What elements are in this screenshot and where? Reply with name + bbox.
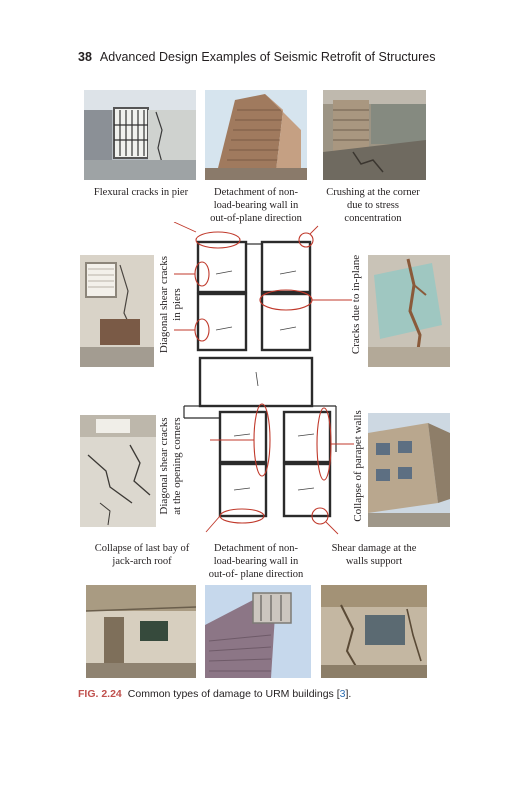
caption-line: Cracks due to in-plane — [350, 254, 362, 355]
caption-line: out-of-plane direction — [210, 213, 302, 224]
caption-line: Collapse of last bay of — [94, 543, 190, 554]
caption-line: Detachment of non- — [214, 543, 298, 554]
caption-line: load-bearing wall in — [213, 556, 299, 567]
caption-collapse-jack-arch — [82, 542, 202, 568]
caption-line: due to stress — [347, 200, 399, 211]
photo-collapse-parapet — [368, 413, 450, 527]
caption-line: Shear damage at the — [331, 543, 417, 554]
caption-line: jack-arch roof — [112, 556, 172, 567]
caption-line: at the opening corners — [170, 417, 183, 515]
photo-crushing-corner — [323, 90, 426, 180]
photo-flexural-cracks-pier — [84, 90, 196, 180]
figure-caption-end: ]. — [345, 688, 352, 700]
caption-line: Diagonal shear cracks — [158, 255, 170, 354]
caption-line: Diagonal shear cracks — [158, 417, 170, 515]
photo-cracks-in-plane — [368, 255, 450, 367]
caption-line: in piers — [170, 288, 183, 321]
caption-line: Collapse of parapet walls — [352, 410, 364, 522]
caption-shear-damage-support — [318, 542, 430, 568]
photo-shear-damage-support — [321, 585, 427, 678]
photo-detachment-wall-top — [205, 90, 307, 180]
figure-label: FIG. 2.24 — [78, 688, 122, 700]
caption-detachment-bottom — [200, 542, 312, 581]
caption-line: Detachment of non- — [214, 187, 298, 198]
photo-collapse-jack-arch — [86, 585, 196, 678]
running-header — [78, 50, 435, 64]
figure-caption-text: Common types of damage to URM buildings [ — [127, 688, 340, 700]
floor-plan-diagram — [160, 222, 360, 540]
caption-flexural-cracks — [84, 186, 198, 199]
caption-line: load-bearing wall in — [213, 200, 299, 211]
photo-diagonal-shear-piers — [80, 255, 154, 367]
caption-line: Flexural cracks in pier — [93, 187, 189, 198]
citation-link[interactable]: 3 — [339, 688, 346, 700]
page-number: 38 — [78, 50, 92, 64]
caption-line: out-of- plane direction — [208, 569, 304, 580]
caption-crushing-corner — [316, 186, 430, 225]
photo-diagonal-shear-openings — [80, 415, 156, 527]
caption-line: Crushing at the corner — [326, 187, 420, 198]
photo-detachment-wall-bottom — [205, 585, 311, 678]
figure-caption — [78, 688, 351, 700]
running-title: Advanced Design Examples of Seismic Retrofit of Structures — [99, 50, 436, 64]
caption-line: walls support — [345, 556, 403, 567]
caption-detachment-top — [200, 186, 312, 225]
caption-line: concentration — [344, 213, 402, 224]
